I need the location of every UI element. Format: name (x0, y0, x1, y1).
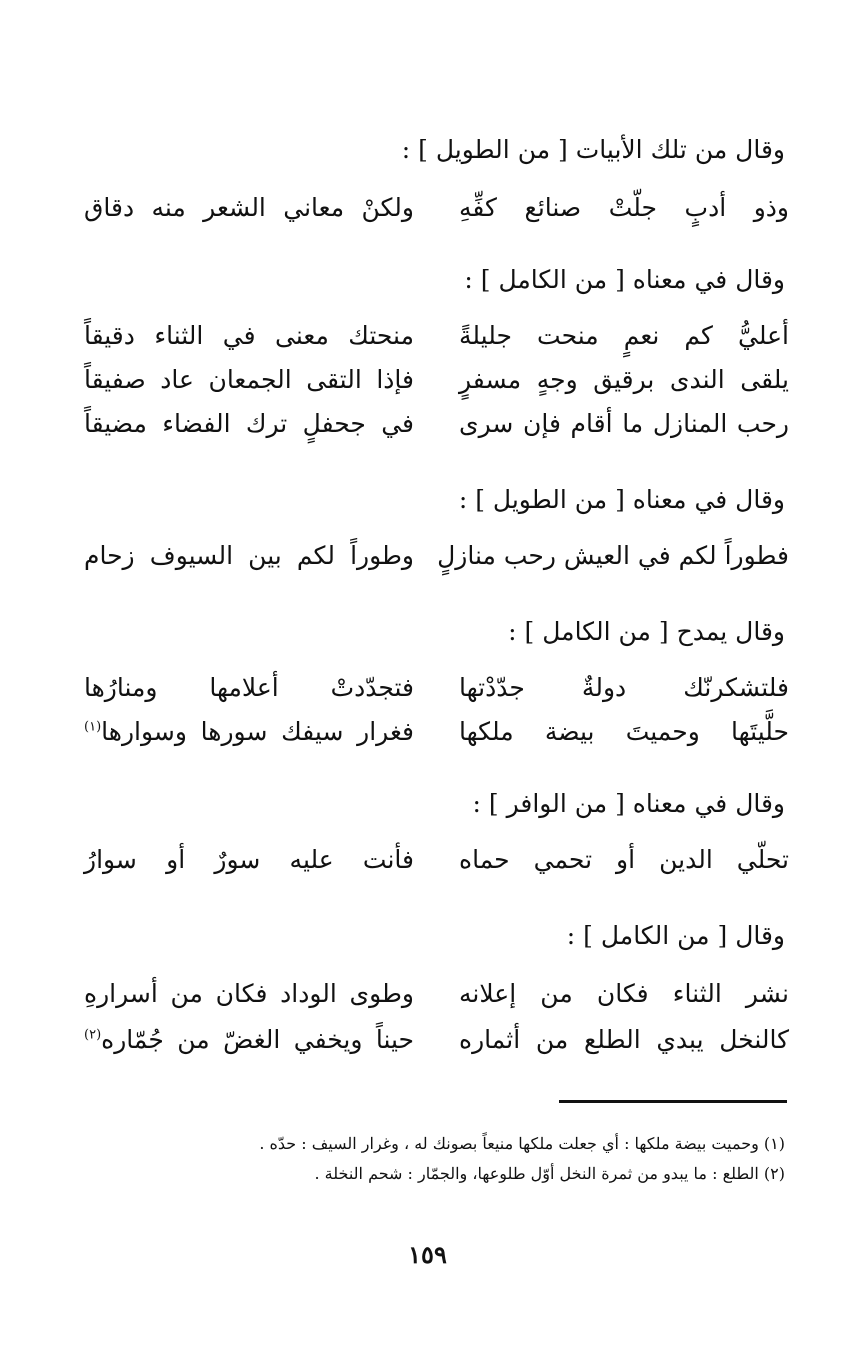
verse-first-hemistich: أعليُّ كم نعمٍ منحت جليلةً (459, 321, 789, 350)
section-heading: وقال في معناه [ من الكامل ] : (464, 265, 785, 294)
footnote: (٢) الطلع : ما يبدو من ثمرة النخل أوّل طلوعها، والجمّار : شحم النخلة . (314, 1164, 785, 1183)
section-heading: وقال [ من الكامل ] : (566, 921, 785, 950)
verse-first-hemistich: فلتشكرنّك دولةٌ جدّدْتها (459, 673, 789, 702)
footnote: (١) وحميت بيضة ملكها : أي جعلت ملكها منيعاً بصونك له ، وغرار السيف : حدّه . (259, 1134, 785, 1153)
verse-second-hemistich (84, 1022, 414, 1058)
section-heading: وقال في معناه [ من الطويل ] : (458, 485, 785, 514)
verse-second-hemistich (84, 714, 414, 750)
verse-first-hemistich: وذو أدبٍ جلّتْ صنائع كفِّهِ (459, 193, 789, 222)
verse-first-hemistich: نشر الثناء فكان من إعلانه (459, 979, 789, 1008)
verse-second-hemistich: وطوراً لكم بين السيوف زحام (84, 541, 414, 570)
verse-first-hemistich: حلَّيتَها وحميتَ بيضة ملكها (459, 717, 789, 746)
verse-second-hemistich: فتجدّدتْ أعلامها ومنارُها (84, 673, 414, 702)
verse-second-hemistich: منحتك معنى في الثناء دقيقاً (84, 321, 414, 350)
verse-text: فغرار سيفك سورها وسوارها (101, 717, 414, 746)
footnote-marker: (١) (84, 719, 102, 735)
section-heading: وقال يمدح [ من الكامل ] : (508, 617, 785, 646)
verse-first-hemistich: كالنخل يبدي الطلع من أثماره (459, 1025, 789, 1054)
footnote-separator (559, 1100, 787, 1103)
verse-first-hemistich: يلقى الندى برقيق وجهٍ مسفرٍ (459, 365, 789, 394)
verse-first-hemistich: تحلّي الدين أو تحمي حماه (459, 845, 789, 874)
verse-text: حيناً ويخفي الغضّ من جُمّاره (101, 1025, 414, 1054)
verse-second-hemistich: ولكنْ معاني الشعر منه دقاق (84, 193, 414, 222)
verse-second-hemistich: وطوى الوداد فكان من أسرارهِ (84, 979, 414, 1008)
verse-second-hemistich: في جحفلٍ ترك الفضاء مضيقاً (84, 409, 414, 438)
page-number: ١٥٩ (408, 1240, 447, 1269)
verse-first-hemistich: فطوراً لكم في العيش رحب منازلٍ (437, 541, 789, 570)
section-heading: وقال من تلك الأبيات [ من الطويل ] : (401, 135, 785, 164)
section-heading: وقال في معناه [ من الوافر ] : (472, 789, 785, 818)
verse-second-hemistich: فأنت عليه سورٌ أو سوارُ (84, 845, 414, 874)
footnote-marker: (٢) (84, 1027, 102, 1043)
verse-second-hemistich: فإذا التقى الجمعان عاد صفيقاً (84, 365, 414, 394)
verse-first-hemistich: رحب المنازل ما أقام فإن سرى (459, 409, 789, 438)
